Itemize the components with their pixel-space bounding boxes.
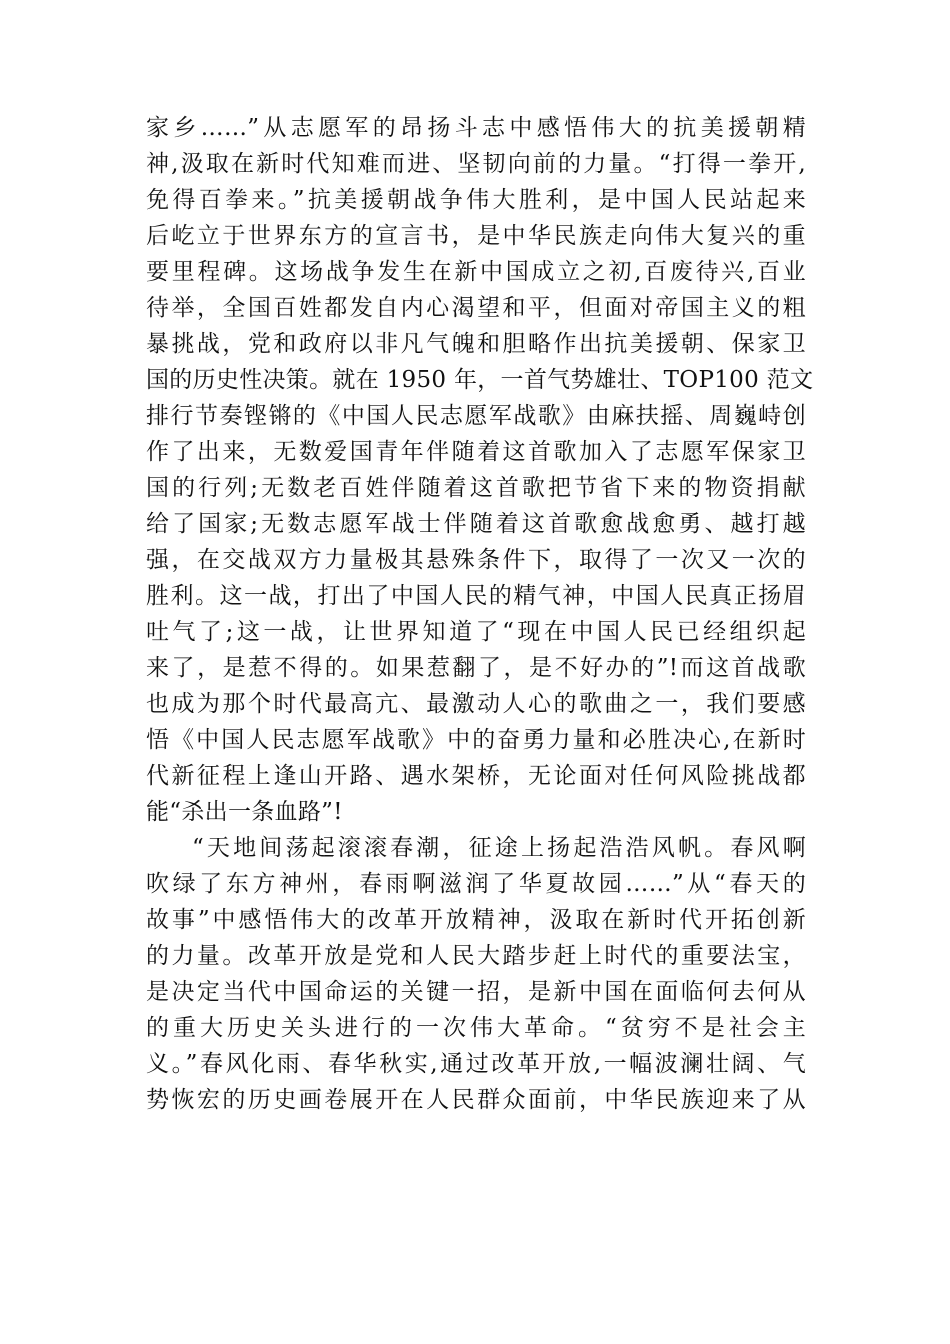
text-line: 后屹立于世界东方的宣言书，是中华民族走向伟大复兴的重 <box>146 223 806 249</box>
text-line: 作了出来，无数爱国青年伴随着这首歌加入了志愿军保家卫 <box>146 439 806 465</box>
text-line: 的力量。改革开放是党和人民大踏步赶上时代的重要法宝， <box>146 943 806 969</box>
text-line: 国的行列;无数老百姓伴随着这首歌把节省下来的物资捐献 <box>146 475 806 501</box>
text-line: 能“杀出一条血路”! <box>146 799 343 825</box>
text-line: 神,汲取在新时代知难而进、坚韧向前的力量。“打得一拳开, <box>146 151 806 177</box>
text-line: 来了，是惹不得的。如果惹翻了，是不好办的”!而这首战歌 <box>146 655 806 681</box>
text-line: 故事”中感悟伟大的改革开放精神，汲取在新时代开拓创新 <box>146 907 806 933</box>
text-line: 也成为那个时代最高亢、最激动人心的歌曲之一，我们要感 <box>146 691 806 717</box>
text-line: 要里程碑。这场战争发生在新中国成立之初,百废待兴,百业 <box>146 259 806 285</box>
text-line: 吐气了;这一战，让世界知道了“现在中国人民已经组织起 <box>146 619 806 645</box>
text-line: 义。”春风化雨、春华秋实,通过改革开放,一幅波澜壮阔、气 <box>146 1051 806 1077</box>
text-line: 免得百拳来。”抗美援朝战争伟大胜利，是中国人民站起来 <box>146 187 806 213</box>
text-line: 的重大历史关头进行的一次伟大革命。“贫穷不是社会主 <box>146 1015 806 1041</box>
paragraph-1 <box>146 110 814 830</box>
text-line: 给了国家;无数志愿军战士伴随着这首歌愈战愈勇、越打越 <box>146 511 806 537</box>
text-line: 胜利。这一战，打出了中国人民的精气神，中国人民真正扬眉 <box>146 583 806 609</box>
body-text <box>146 110 814 1118</box>
text-line: 排行节奏铿锵的《中国人民志愿军战歌》由麻扶摇、周巍峙创 <box>146 403 806 429</box>
text-line: 吹绿了东方神州，春雨啊滋润了华夏故园……”从“春天的 <box>146 871 806 897</box>
text-line: 势恢宏的历史画卷展开在人民群众面前，中华民族迎来了从 <box>146 1087 806 1113</box>
text-line: 国的历史性决策。就在 1950 年，一首气势雄壮、TOP100 范文 <box>146 367 814 393</box>
text-line: 暴挑战，党和政府以非凡气魄和胆略作出抗美援朝、保家卫 <box>146 331 806 357</box>
text-line: 悟《中国人民志愿军战歌》中的奋勇力量和必胜决心,在新时 <box>146 727 806 753</box>
text-line: 家乡……”从志愿军的昂扬斗志中感悟伟大的抗美援朝精 <box>146 115 806 141</box>
text-line: 强，在交战双方力量极其悬殊条件下，取得了一次又一次的 <box>146 547 806 573</box>
text-line: 是决定当代中国命运的关键一招，是新中国在面临何去何从 <box>146 979 806 1005</box>
text-line: 代新征程上逢山开路、遇水架桥，无论面对任何风险挑战都 <box>146 763 806 789</box>
text-line: “天地间荡起滚滚春潮，征途上扬起浩浩风帆。春风啊 <box>192 835 806 861</box>
paragraph-2 <box>146 830 806 1118</box>
text-line: 待举，全国百姓都发自内心渴望和平，但面对帝国主义的粗 <box>146 295 806 321</box>
